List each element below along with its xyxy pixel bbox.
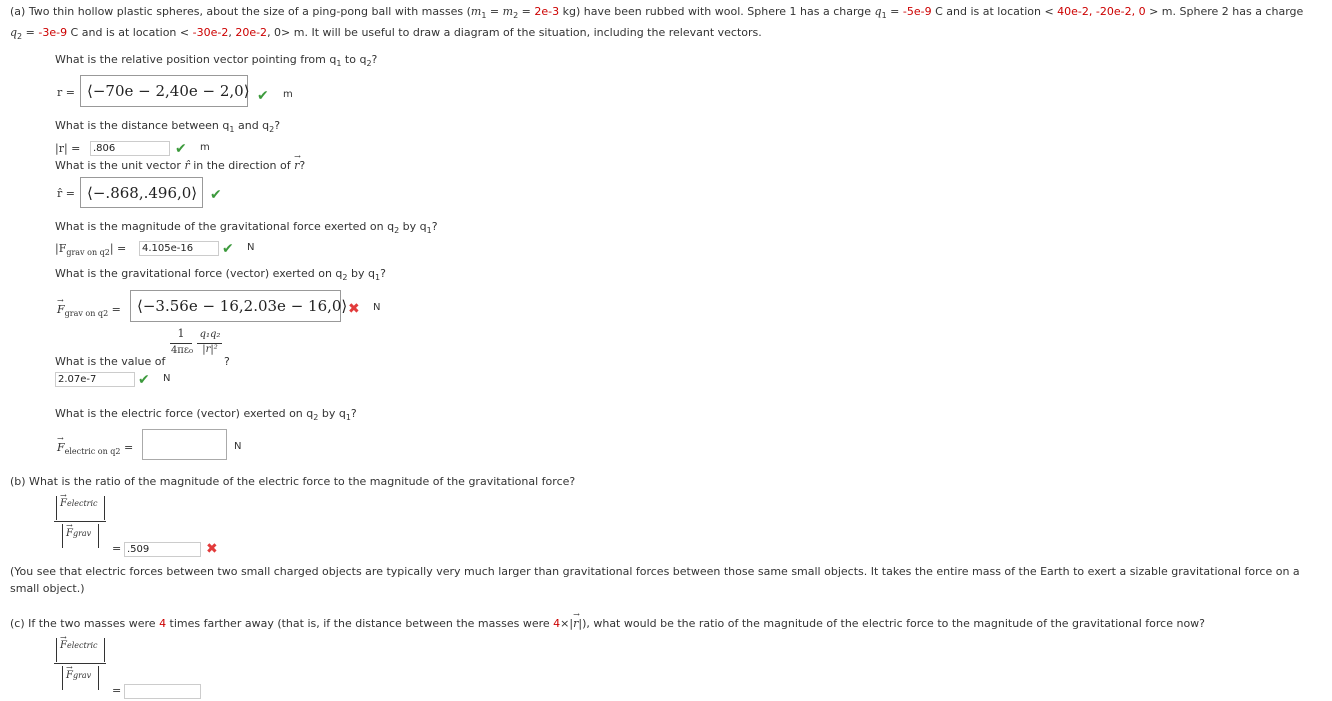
- abs-bar: [62, 666, 63, 690]
- ratio-denominator: → Fgrav: [66, 670, 91, 681]
- question-ratio: (b) What is the ratio of the magnitude of the electric force to the magnitude of the gravitational force?: [10, 475, 576, 488]
- question-unit-vector: What is the unit vector r̂ in the direction of → r?: [55, 159, 305, 172]
- correct-check-icon: ✔: [175, 141, 187, 157]
- unit-n: N: [247, 242, 255, 253]
- correct-check-icon: ✔: [222, 241, 234, 257]
- abs-bar: [104, 638, 105, 662]
- frac-den-r2: |r|²: [202, 344, 218, 355]
- unit-vector-answer-box[interactable]: ⟨−.868,.496,0⟩: [80, 177, 203, 208]
- frac-num-q: q₁q₂: [199, 329, 221, 340]
- incorrect-x-icon: ✖: [206, 541, 218, 557]
- distance-input[interactable]: [90, 141, 170, 156]
- unit-n: N: [234, 441, 242, 452]
- electric-vector-label: → $F_{electric on q2}$ =: [57, 441, 133, 456]
- mass-value: 2e-3: [534, 5, 560, 18]
- abs-bar: [62, 524, 63, 548]
- unit-n: N: [373, 302, 381, 313]
- grav-magnitude-label: $|F_{grav on q2}|$ =: [55, 242, 127, 258]
- question-value-of: What is the value of: [55, 355, 166, 368]
- q1-value: -5e-9: [902, 5, 932, 18]
- question-grav-vector: What is the gravitational force (vector) exerted on $q_2$ by $q_1$?: [55, 267, 386, 283]
- q2-value: -3e-9: [38, 26, 68, 39]
- correct-check-icon: ✔: [257, 88, 269, 104]
- frac-num-1: 1: [177, 327, 185, 340]
- question-distance: What is the distance between $q_1$ and $q_2$?: [55, 119, 281, 135]
- question-mark: ?: [224, 355, 230, 368]
- ratio-numerator: → Felectric: [60, 498, 98, 509]
- unit-vector-label: r̂ =: [57, 187, 75, 200]
- grav-magnitude-input[interactable]: [139, 241, 219, 256]
- ratio-numerator: → Felectric: [60, 640, 98, 651]
- abs-bar: [98, 524, 99, 548]
- correct-check-icon: ✔: [210, 187, 222, 203]
- problem-intro-line1: (a) Two thin hollow plastic spheres, about the size of a ping-pong ball with masses ($m_1 = m_2 = 2e-3$ kg) have been rubbed with wool. Sphere 1 has a charge $q_1 = -5e-9$ C and is at location < 40e-2, -20e-2, 0 > m. Sphere 2 has a charge: [10, 5, 1304, 21]
- question-part-c: (c) If the two masses were 4 times farther away (that is, if the distance between the masses were 4×|→ r|), what would be the ratio of the magnitude of the electric force to the magnitude of the gravitational force now?: [10, 617, 1205, 630]
- abs-bar: [104, 496, 105, 520]
- distance-label: |r| =: [55, 142, 81, 155]
- incorrect-x-icon: ✖: [348, 301, 360, 317]
- r-vector-label: r =: [57, 86, 75, 99]
- abs-bar: [56, 638, 57, 662]
- electric-vector-answer-box[interactable]: [142, 429, 227, 460]
- unit-m: m: [200, 142, 210, 153]
- ratio-input-part-c[interactable]: [124, 684, 201, 699]
- equals-sign: =: [112, 542, 122, 555]
- unit-m: m: [283, 89, 293, 100]
- note-line1: (You see that electric forces between two small charged objects are typically very much larger than gravitational forces between those same small objects. It takes the entire mass of the Earth to exert a sizable gravitational force on a: [10, 565, 1300, 578]
- question-relative-position: What is the relative position vector pointing from $q_1$ to $q_2$?: [55, 53, 378, 69]
- ratio-input[interactable]: [124, 542, 201, 557]
- location2-x: -30e-2: [192, 26, 229, 39]
- r-vector-answer-box[interactable]: ⟨−70e − 2,40e − 2,0⟩: [80, 75, 248, 107]
- location1: 40e-2, -20e-2, 0: [1057, 5, 1146, 18]
- distance-factor-2: 4: [553, 617, 561, 630]
- distance-factor: 4: [159, 617, 167, 630]
- coulomb-value-input[interactable]: [55, 372, 135, 387]
- abs-bar: [98, 666, 99, 690]
- fraction-bar: [170, 343, 192, 344]
- location2-y: 20e-2: [235, 26, 268, 39]
- question-grav-magnitude: What is the magnitude of the gravitational force exerted on $q_2$ by $q_1$?: [55, 220, 438, 236]
- grav-vector-label: → $F_{grav on q2}$ =: [57, 303, 121, 318]
- ratio-denominator: → Fgrav: [66, 528, 91, 539]
- problem-intro-line2: $q_2 = -3e-9$ C and is at location < -30e-2, 20e-2, 0> m. It will be useful to draw a diagram of the situation, including the relevant vectors.: [10, 26, 762, 42]
- abs-bar: [56, 496, 57, 520]
- question-electric-vector: What is the electric force (vector) exerted on $q_2$ by $q_1$?: [55, 407, 357, 423]
- grav-vector-answer-box[interactable]: ⟨−3.56e − 16,2.03e − 16,0⟩: [130, 290, 341, 322]
- frac-den-4pieps: 4πε₀: [170, 345, 194, 356]
- unit-n: N: [163, 373, 171, 384]
- note-line2: small object.): [10, 582, 85, 595]
- fraction-bar: [54, 663, 106, 664]
- correct-check-icon: ✔: [138, 372, 150, 388]
- fraction-bar: [54, 521, 106, 522]
- equals-sign: =: [112, 684, 122, 697]
